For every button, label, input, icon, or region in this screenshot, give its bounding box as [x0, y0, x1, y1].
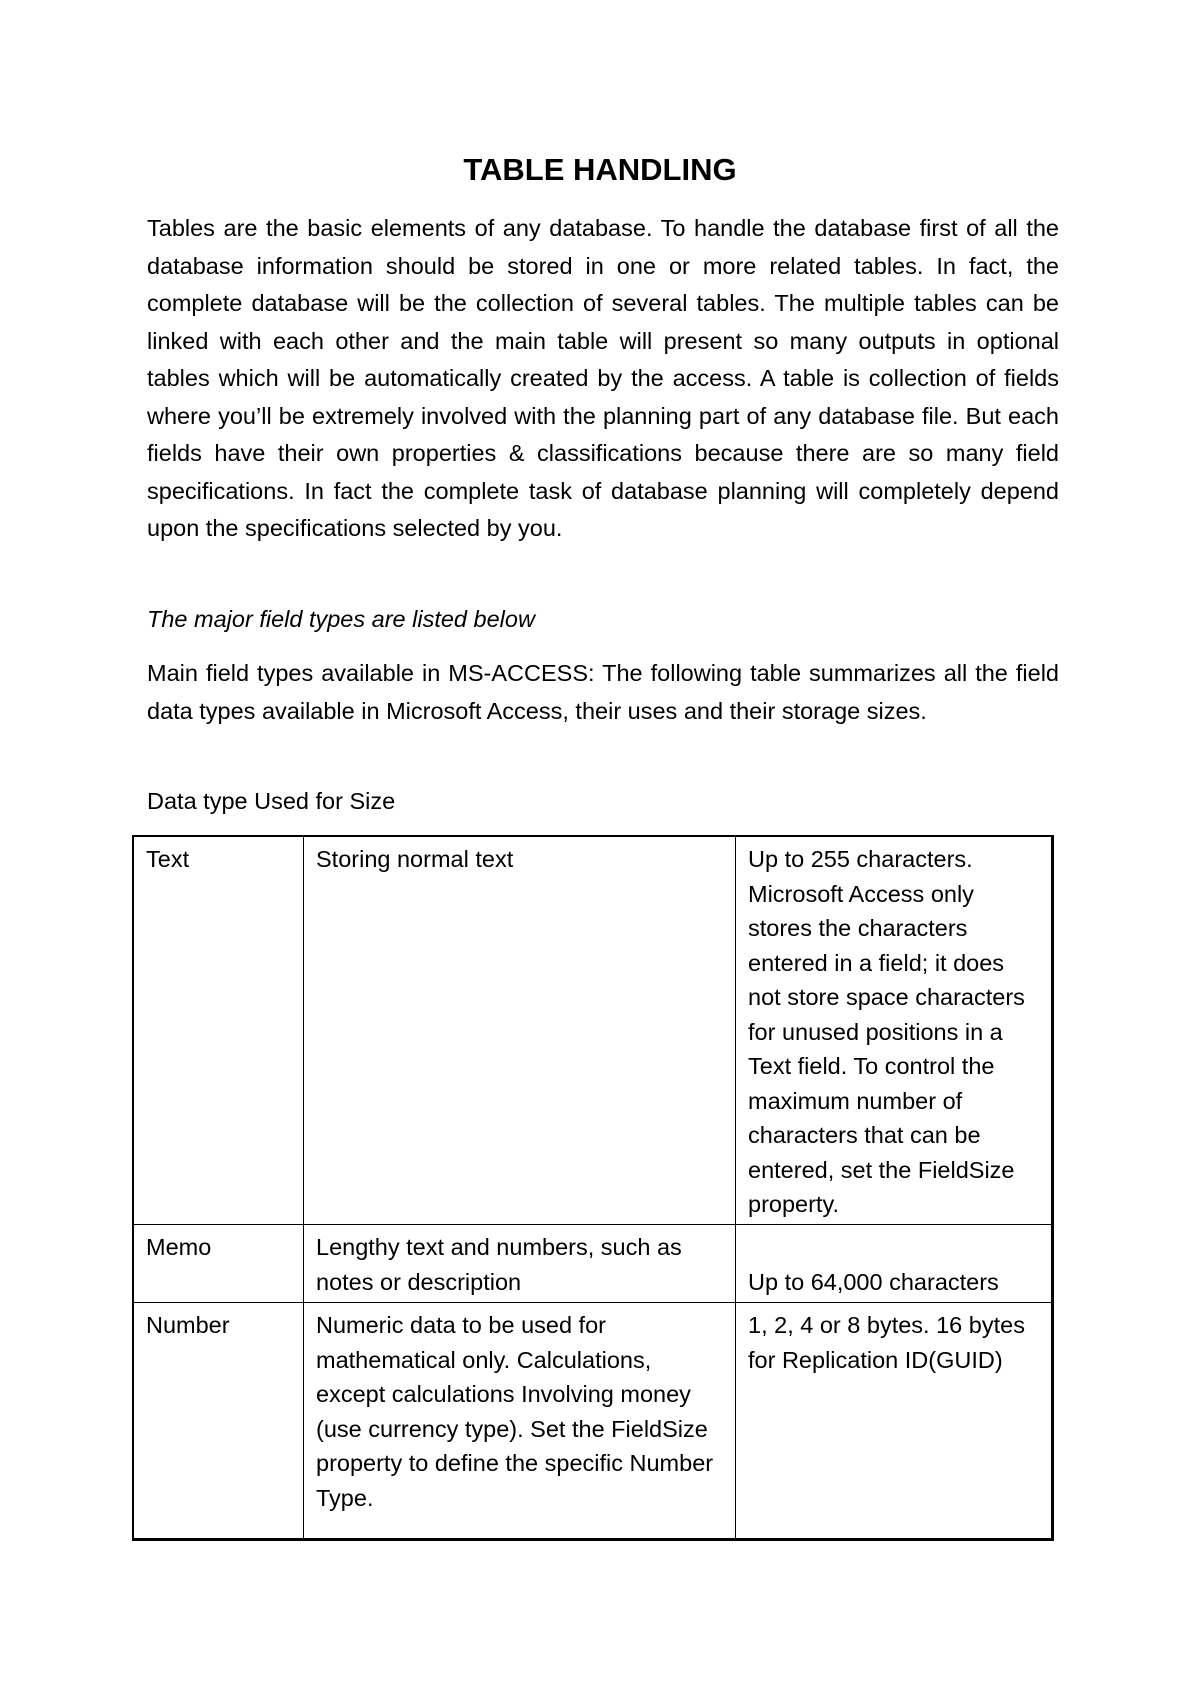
cell-data-type: Text: [134, 837, 304, 1225]
italic-note: The major field types are listed below: [147, 606, 535, 632]
table-row: [134, 1225, 1052, 1303]
field-types-table: [133, 836, 1052, 1539]
cell-size: [736, 1225, 1052, 1303]
cell-used-for: Storing normal text: [304, 837, 736, 1225]
cell-size: Up to 255 characters. Microsoft Access only stores the characters entered in a field; it does not store space characters for unused positions in a Text field. To control the maximum number of characters that can be entered, set the FieldSize property.: [736, 837, 1052, 1225]
summary-paragraph: Main field types available in MS-ACCESS: The following table summarizes all the field data types available in Microsoft Access, their uses and their storage sizes.: [147, 660, 1059, 724]
table-row: [134, 837, 1052, 1225]
table-row: [134, 1303, 1052, 1539]
cell-size-text: Up to 64,000 characters: [748, 1268, 999, 1295]
cell-used-for: Numeric data to be used for mathematical only. Calculations, except calculations Involving money (use currency type). Set the FieldSize property to define the specific Number Type.: [304, 1303, 736, 1539]
page-title: TABLE HANDLING: [463, 152, 737, 187]
cell-data-type: Number: [134, 1303, 304, 1539]
table-caption: Data type Used for Size: [147, 788, 396, 814]
cell-data-type: Memo: [134, 1225, 304, 1303]
cell-used-for: Lengthy text and numbers, such as notes or description: [304, 1225, 736, 1303]
intro-paragraph: Tables are the basic elements of any database. To handle the database first of all the database information should be stored in one or more related tables. In fact, the complete database will be the collection of several tables. The multiple tables can be linked with each other and the main table will present so many outputs in optional tables which will be automatically created by the access. A table is collection of fields where you’ll be extremely involved with the planning part of any database file. But each fields have their own properties & classifications because there are so many field specifications. In fact the complete task of database planning will completely depend upon the specifications selected by you.: [147, 215, 1059, 541]
cell-size: 1, 2, 4 or 8 bytes. 16 bytes for Replication ID(GUID): [736, 1303, 1052, 1539]
